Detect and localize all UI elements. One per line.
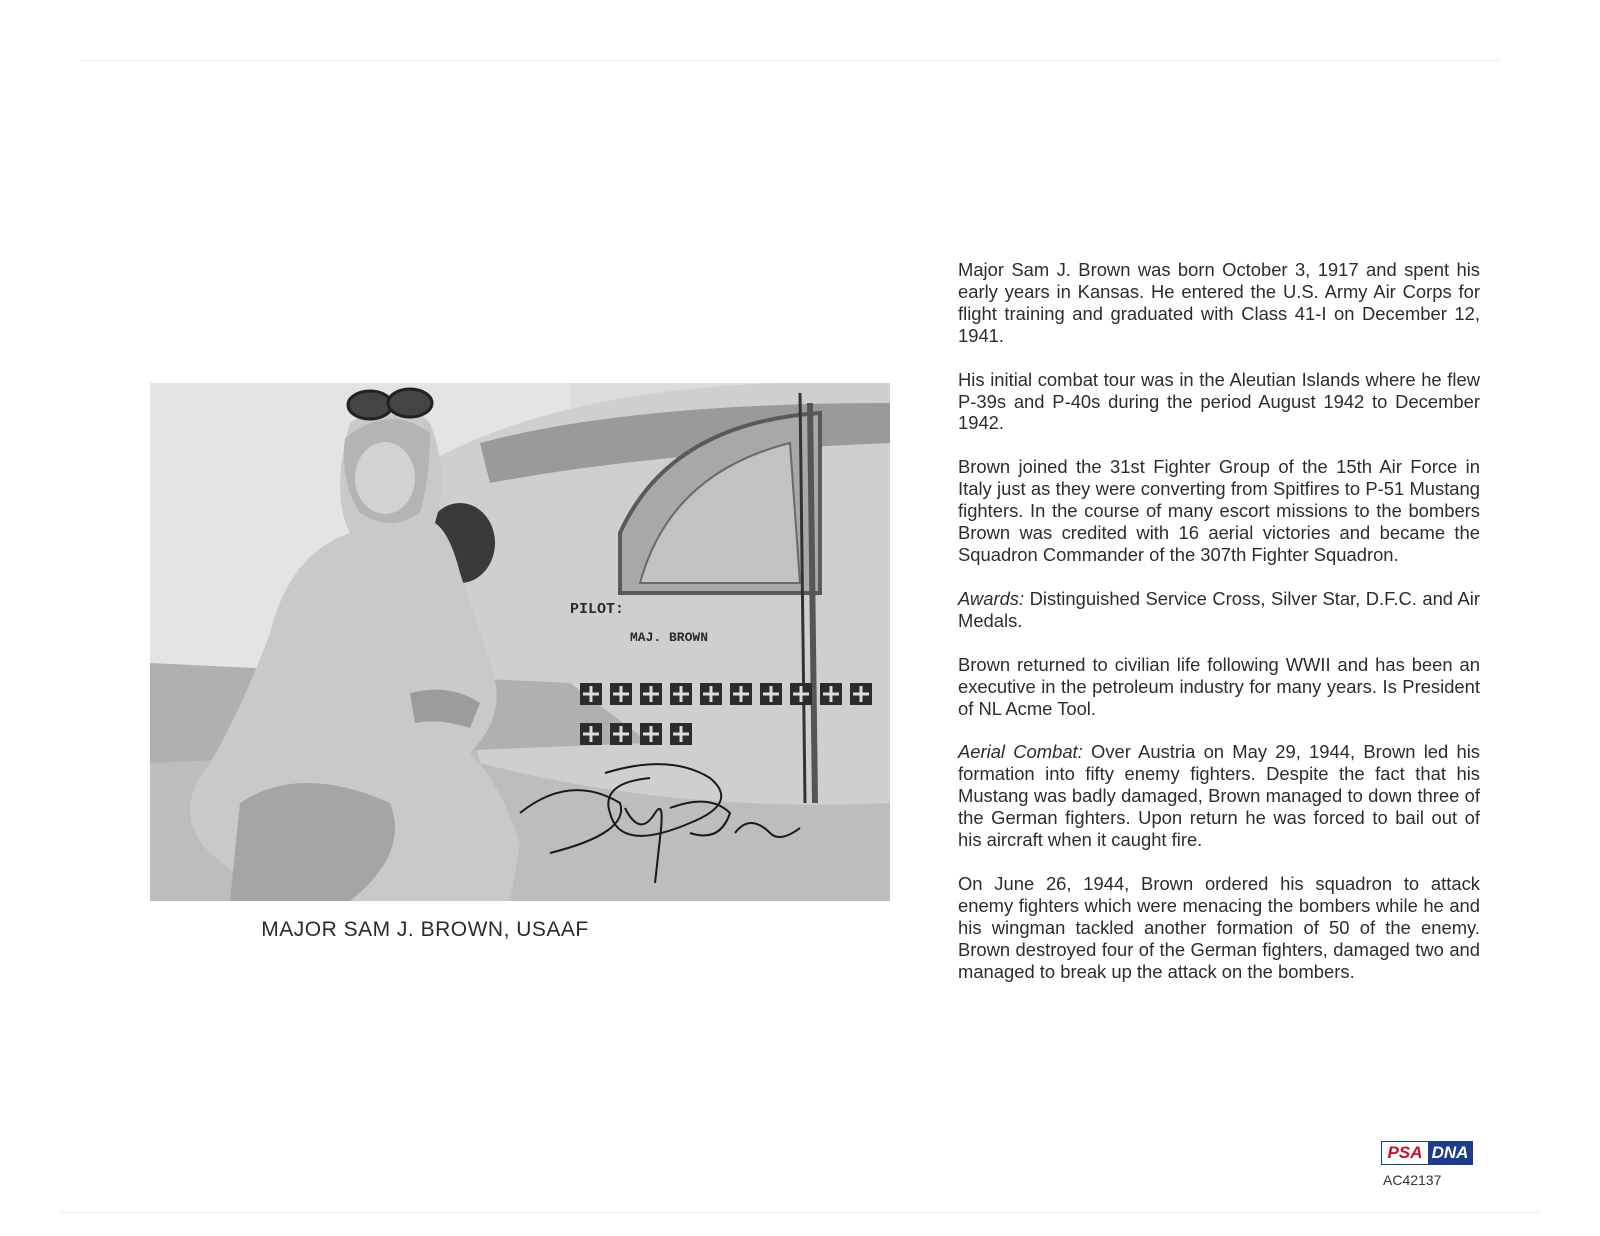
bio-paragraph-aerial-combat bbox=[958, 741, 1480, 851]
bio-paragraph-awards bbox=[958, 588, 1480, 632]
aircraft-pilot-label: PILOT: bbox=[570, 601, 625, 618]
pilot-photo bbox=[150, 383, 890, 901]
bio-paragraph-june-1944: On June 26, 1944, Brown ordered his squadron to attack enemy fighters which were menacing the bombers while he and his wingman tackled another formation of 50 of the enemy. Brown destroyed four of the German fighters, damaged two and managed to break up the attack on the bombers. bbox=[958, 872, 1480, 982]
awards-label: Awards: bbox=[958, 587, 1025, 609]
photo-caption: MAJOR SAM J. BROWN, USAAF bbox=[261, 918, 589, 941]
biography bbox=[958, 259, 1480, 1004]
bio-paragraph-civilian: Brown returned to civilian life following WWII and has been an executive in the petroleum industry for many years. Is President of NL Acme Tool. bbox=[958, 653, 1480, 719]
aerial-combat-text: Over Austria on May 29, 1944, Brown led his formation into fifty enemy fighters. Despite the fact that his Mustang was badly damaged, Brown managed to down three of the German fighters. Upon return he was forced to bail out of his aircraft when it caught fire. bbox=[958, 741, 1480, 851]
aerial-combat-label: Aerial Combat: bbox=[958, 741, 1083, 763]
bio-paragraph-aleutian: His initial combat tour was in the Aleutian Islands where he flew P-39s and P-40s during the period August 1942 to December 1942. bbox=[958, 368, 1480, 434]
aircraft-name-label: MAJ. BROWN bbox=[630, 630, 709, 645]
certification-number: AC42137 bbox=[1383, 1172, 1442, 1188]
page-edge-top bbox=[80, 60, 1500, 61]
dna-logo-text: DNA bbox=[1428, 1142, 1472, 1164]
bio-paragraph-birth: Major Sam J. Brown was born October 3, 1917 and spent his early years in Kansas. He entered the U.S. Army Air Corps for flight training and graduated with Class 41-I on December 12, 1941. bbox=[958, 259, 1480, 346]
psa-dna-logo bbox=[1381, 1141, 1473, 1165]
bio-paragraph-31st-group: Brown joined the 31st Fighter Group of the 15th Air Force in Italy just as they were converting from Spitfires to P-51 Mustang fighters. In the course of many escort missions to the bombers Brown was credited with 16 aerial victories and became the Squadron Commander of the 307th Fighter Squadron. bbox=[958, 456, 1480, 565]
psa-logo-text: PSA bbox=[1382, 1142, 1428, 1164]
page-edge-bottom bbox=[60, 1212, 1540, 1213]
awards-text: Distinguished Service Cross, Silver Star, D.F.C. and Air Medals. bbox=[958, 587, 1480, 631]
